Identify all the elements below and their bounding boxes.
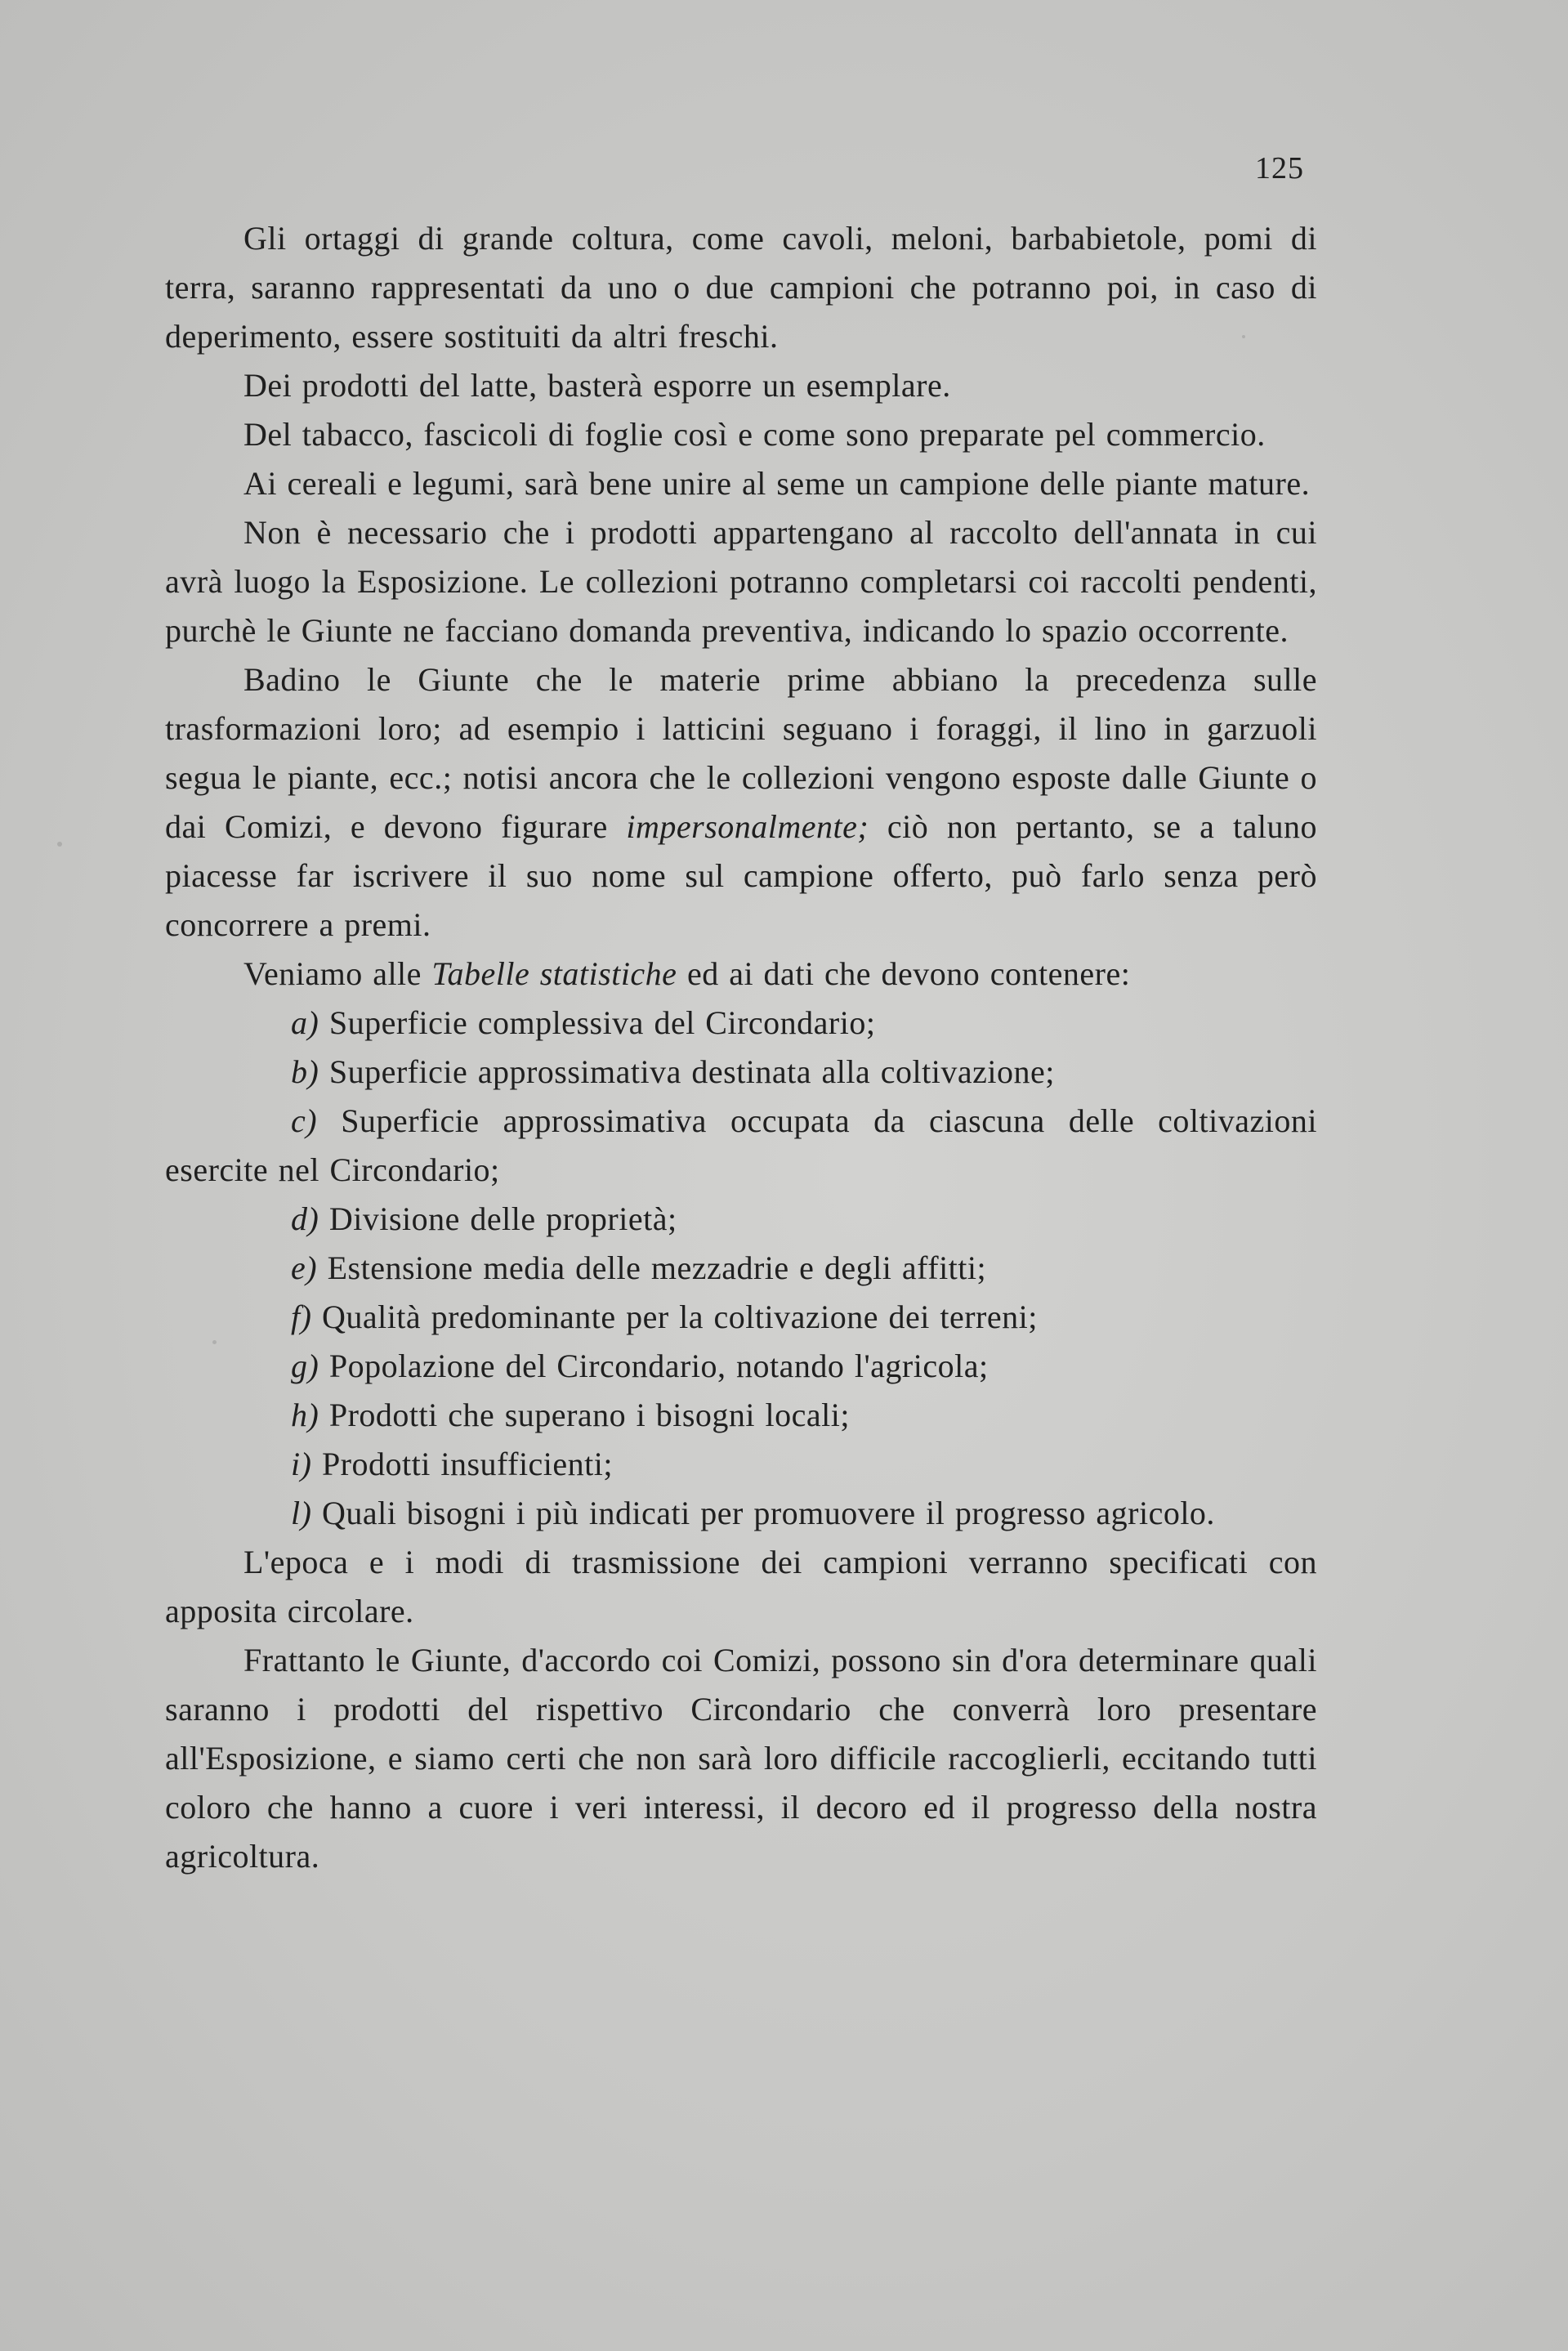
paragraph-ortaggi: Gli ortaggi di grande coltura, come cavoli, meloni, barbabietole, pomi di terra, saranno rappresentati da uno o due campioni che potranno poi, in caso di deperimento, essere sostituiti da altri freschi. xyxy=(165,220,1317,355)
list-item xyxy=(165,1489,1317,1538)
list-marker: c) xyxy=(291,1102,318,1139)
list-item xyxy=(165,1097,1317,1195)
paragraph-annata: Non è necessario che i prodotti appartengano al raccolto dell'annata in cui avrà luogo la Esposizione. Le collezioni potranno completarsi coi raccolti pendenti, purchè le Giunte ne facciano domanda preventiva, indicando lo spazio occorrente. xyxy=(165,514,1317,649)
paragraph-giunte xyxy=(165,655,1317,950)
list-item-text: Estensione media delle mezzadrie e degli affitti; xyxy=(327,1249,987,1286)
list-marker: h) xyxy=(291,1397,319,1433)
paragraph-latte: Dei prodotti del latte, basterà esporre un esemplare. xyxy=(243,367,951,404)
emphasis-impersonalmente: impersonalmente; xyxy=(626,808,869,845)
list-marker: e) xyxy=(291,1249,318,1286)
emphasis-tabelle-statistiche: Tabelle statistiche xyxy=(431,955,677,992)
list-item xyxy=(165,1293,1317,1342)
list-item-text: Popolazione del Circondario, notando l'agricola; xyxy=(328,1348,989,1384)
list-item-text: Superficie approssimativa occupata da ciascuna delle coltivazioni esercite nel Circondario; xyxy=(165,1102,1318,1188)
list-item-text: Prodotti che superano i bisogni locali; xyxy=(328,1397,851,1433)
list-marker: f) xyxy=(291,1298,312,1335)
paragraph-tabacco: Del tabacco, fascicoli di foglie così e come sono preparate pel commercio. xyxy=(243,416,1266,453)
list-item-text: Superficie complessiva del Circondario; xyxy=(328,1004,876,1041)
paragraph-giunte-text: Badino le Giunte che le materie prime abbiano la precedenza sulle trasformazioni loro; ad esempio i latticini seguano i foraggi, il lino in garzuoli segua le piante, ecc.; notisi ancora che le collezioni vengono esposte dalle Giunte o dai Comizi, e devono figurare xyxy=(165,661,1317,845)
paragraph-tabelle xyxy=(165,950,1317,999)
list-item xyxy=(165,1391,1317,1440)
list-marker: g) xyxy=(291,1348,319,1384)
list-item xyxy=(165,999,1317,1048)
list-marker: i) xyxy=(291,1446,312,1482)
list-item-text: Divisione delle proprietà; xyxy=(328,1200,677,1237)
list-marker: b) xyxy=(291,1053,319,1090)
list-item xyxy=(165,1244,1317,1293)
paragraph-epoca: L'epoca e i modi di trasmissione dei campioni verranno specificati con apposita circolare. xyxy=(165,1544,1317,1629)
list-item-text: Prodotti insufficienti; xyxy=(321,1446,614,1482)
list-item xyxy=(165,1440,1317,1489)
list-item-text: Superficie approssimativa destinata alla coltivazione; xyxy=(328,1053,1055,1090)
paragraph-tabelle-rest: ed ai dati che devono contenere: xyxy=(677,955,1131,992)
paragraph-tabelle-text: Veniamo alle xyxy=(243,955,432,992)
paper-speck xyxy=(57,842,62,847)
list-item xyxy=(165,1048,1317,1097)
paragraph-cereali: Ai cereali e legumi, sarà bene unire al seme un campione delle piante mature. xyxy=(243,465,1311,502)
list-item-text: Qualità predominante per la coltivazione dei terreni; xyxy=(321,1298,1038,1335)
paragraph-frattanto: Frattanto le Giunte, d'accordo coi Comizi, possono sin d'ora determinare quali saranno i prodotti del rispettivo Circondario che converrà loro presentare all'Esposizione, e siamo certi che non sarà loro difficile raccoglierli, eccitando tutti coloro che hanno a cuore i veri interessi, il decoro ed il progresso della nostra agricoltura. xyxy=(165,1642,1317,1875)
list-marker: a) xyxy=(291,1004,319,1041)
list-marker: l) xyxy=(291,1495,312,1531)
list-marker: d) xyxy=(291,1200,319,1237)
page-number: 125 xyxy=(1255,151,1304,185)
list-item xyxy=(165,1195,1317,1244)
body-text xyxy=(165,214,1317,1881)
list-item-text: Quali bisogni i più indicati per promuovere il progresso agricolo. xyxy=(321,1495,1215,1531)
paragraph-giunte-rest: ciò non pertanto, se a taluno piacesse far iscrivere il suo nome sul campione offerto, può farlo senza però concorrere a premi. xyxy=(165,808,1318,943)
list-item xyxy=(165,1342,1317,1391)
